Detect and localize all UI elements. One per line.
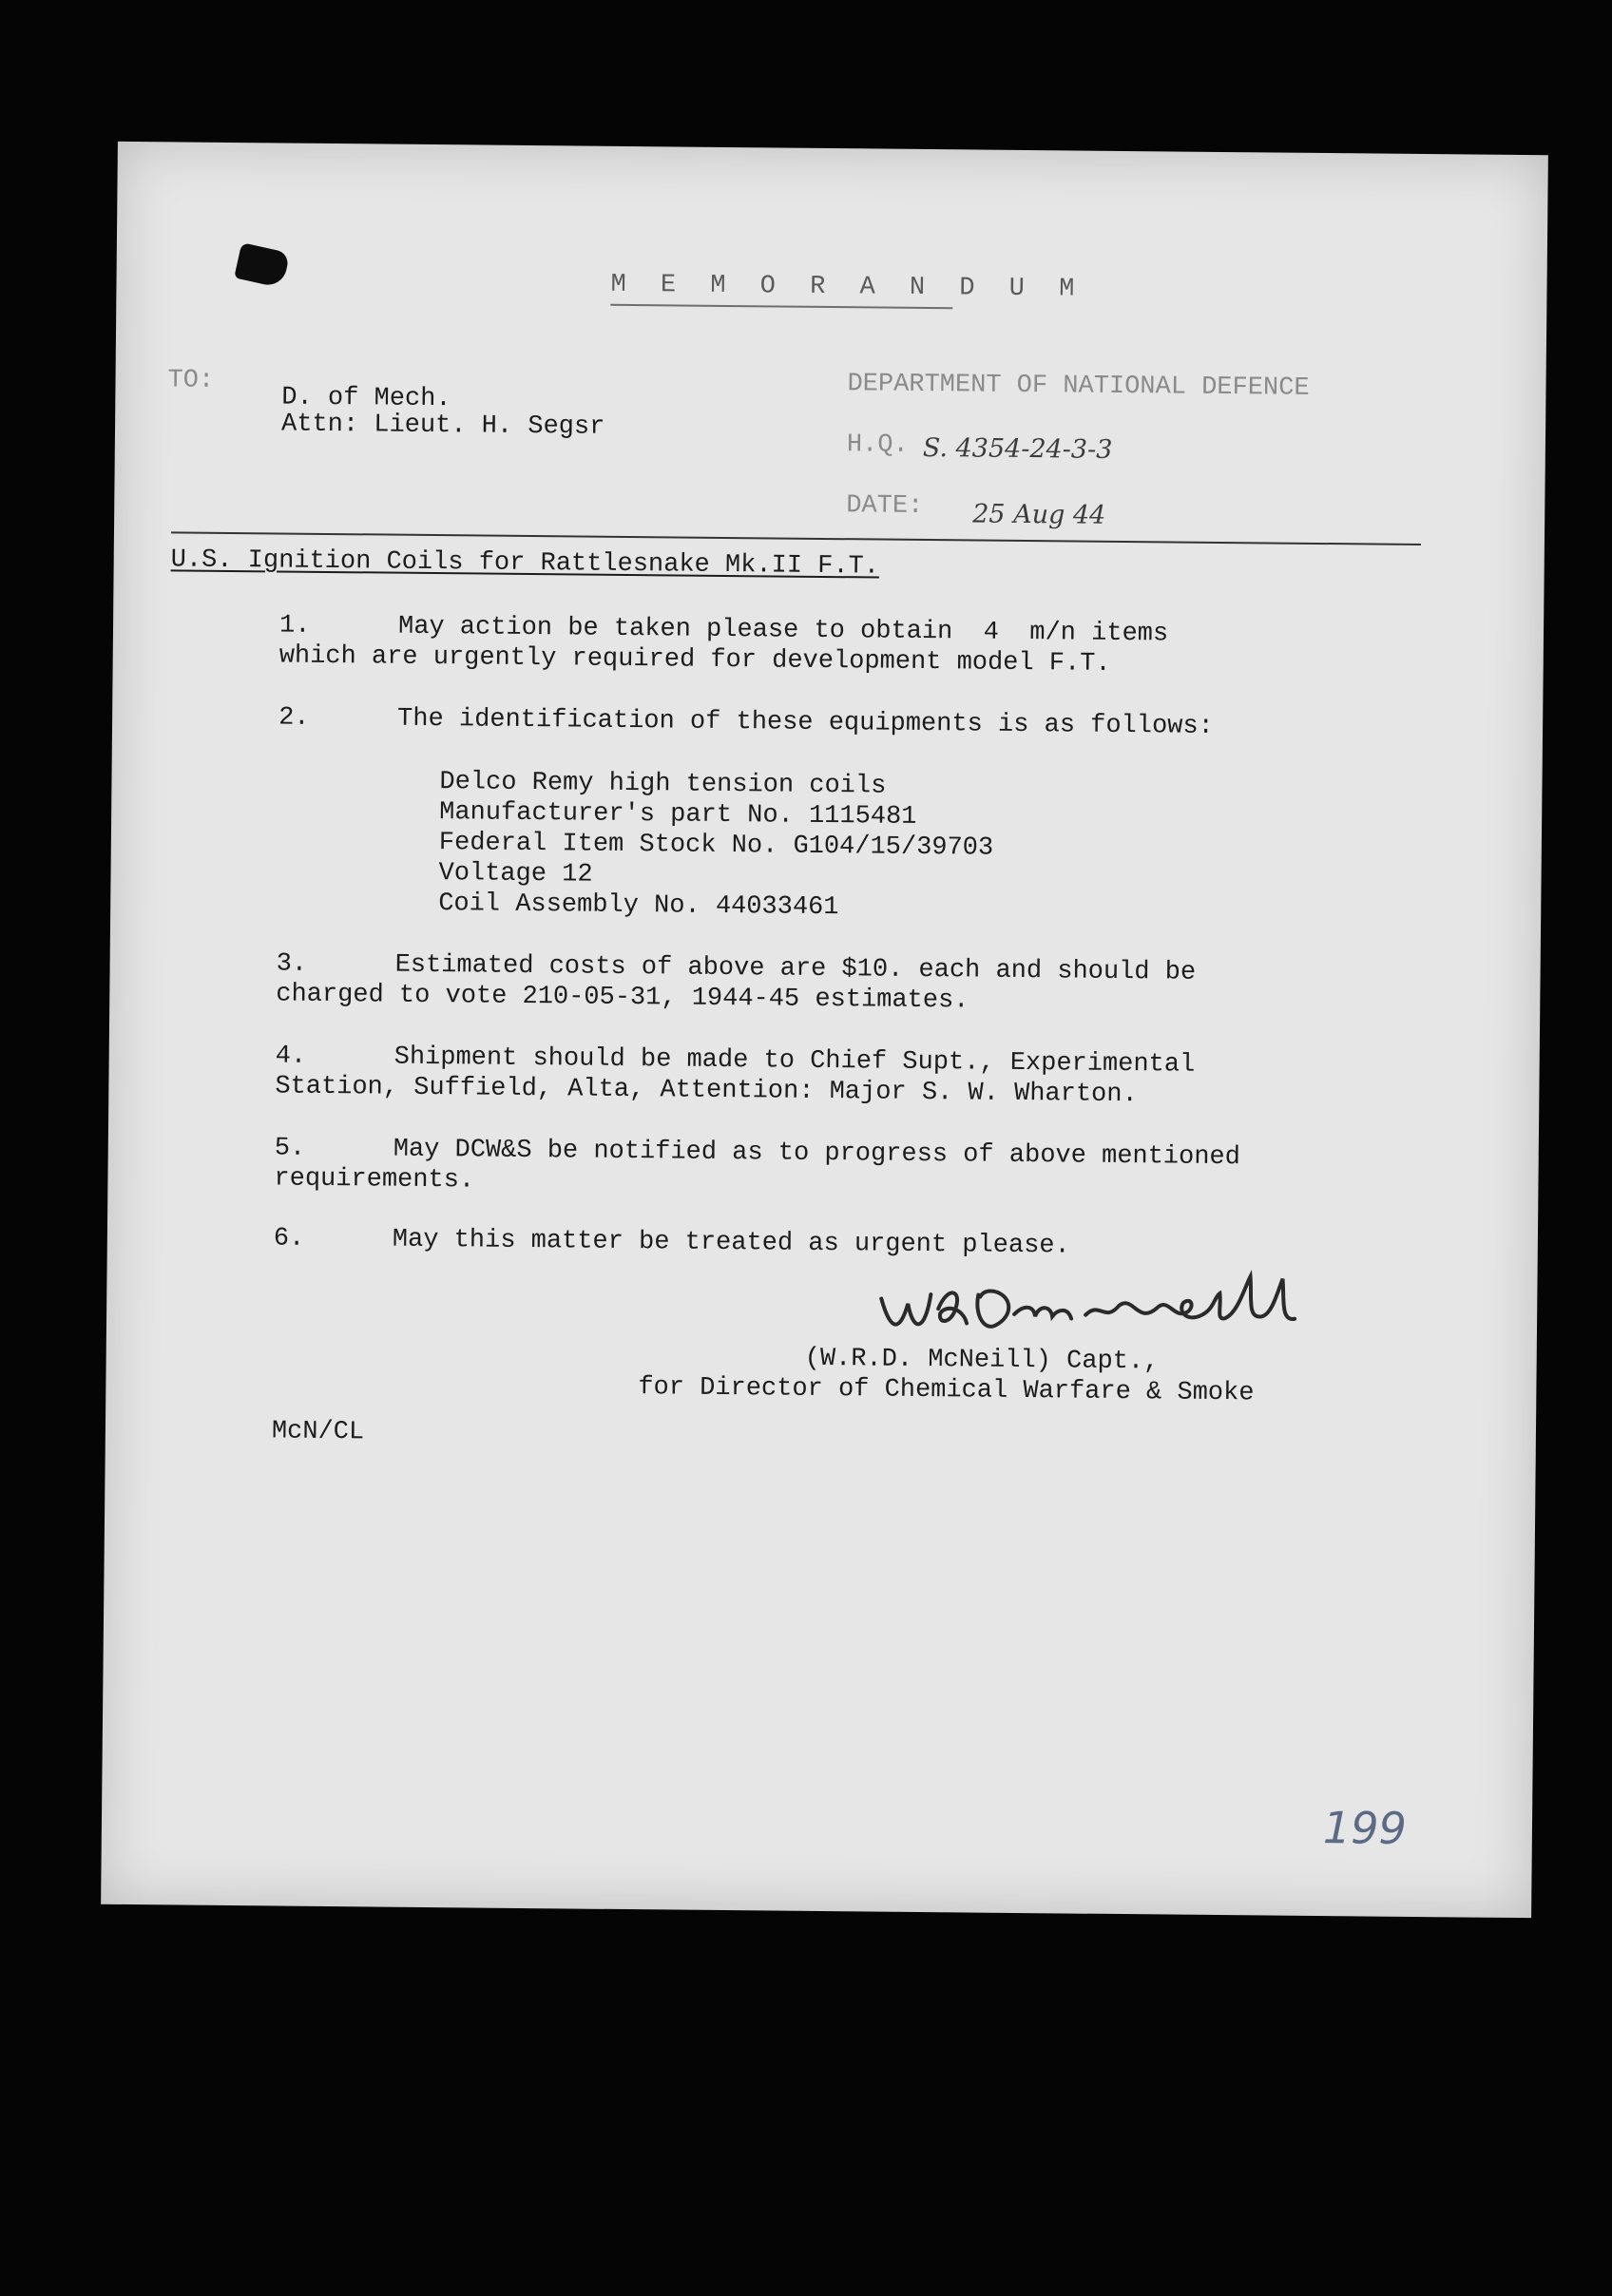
ink-blot xyxy=(234,242,290,288)
para-text: Station, Suffield, Alta, Attention: Major S. W. Wharton. xyxy=(275,1072,1138,1110)
para-text: Estimated costs of above are $10. each and should be xyxy=(394,950,1197,987)
para-number: 1. xyxy=(278,611,311,641)
para-text: The identification of these equipments is as follows: xyxy=(396,704,1214,741)
para-text: May DCW&S be notified as to progress of above mentioned xyxy=(393,1135,1241,1173)
para-text: requirements. xyxy=(274,1164,475,1196)
department-name: DEPARTMENT OF NATIONAL DEFENCE xyxy=(847,370,1310,403)
identification-item: Federal Item Stock No. G104/15/39703 xyxy=(438,829,994,863)
hq-label: H.Q. xyxy=(846,430,909,460)
handwritten-signature xyxy=(872,1265,1367,1346)
memo-paper xyxy=(101,142,1548,1918)
hq-number: S. 4354-24-3-3 xyxy=(922,432,1113,465)
identification-item: Voltage 12 xyxy=(438,859,593,890)
reference-initials: McN/CL xyxy=(271,1417,365,1447)
para-number: 6. xyxy=(273,1224,305,1253)
para-text: Shipment should be made to Chief Supt., Experimental xyxy=(393,1043,1196,1080)
date-value: 25 Aug 44 xyxy=(972,499,1106,530)
para-text: May action be taken please to obtain 4 m/n items xyxy=(397,612,1169,649)
para-text: May this matter be treated as urgent please. xyxy=(392,1225,1070,1261)
identification-item: Delco Remy high tension coils xyxy=(439,768,887,801)
signatory-name: (W.R.D. McNeill) Capt., xyxy=(804,1344,1160,1377)
to-label: TO: xyxy=(167,366,215,395)
subject-line: U.S. Ignition Coils for Rattlesnake Mk.II F.T. xyxy=(170,545,880,582)
title-underline xyxy=(610,304,952,309)
identification-item: Manufacturer's part No. 1115481 xyxy=(439,798,917,832)
para-text: charged to vote 210-05-31, 1944-45 estimates. xyxy=(276,980,969,1016)
para-number: 3. xyxy=(276,949,308,979)
identification-item: Coil Assembly No. 44033461 xyxy=(438,890,839,923)
para-number: 4. xyxy=(275,1042,307,1071)
header-divider xyxy=(171,531,1421,545)
page-number: 199 xyxy=(1322,1802,1408,1854)
to-attention: Attn: Lieut. H. Segsr xyxy=(280,410,605,442)
to-addressee: D. of Mech. xyxy=(281,383,451,414)
para-number: 2. xyxy=(278,703,310,733)
para-number: 5. xyxy=(274,1134,306,1163)
date-label: DATE: xyxy=(846,491,924,521)
signatory-title: for Director of Chemical Warfare & Smoke xyxy=(638,1373,1255,1408)
para-text: which are urgently required for development model F.T. xyxy=(278,641,1111,679)
memo-title: M E M O R A N D U M xyxy=(610,270,1084,304)
